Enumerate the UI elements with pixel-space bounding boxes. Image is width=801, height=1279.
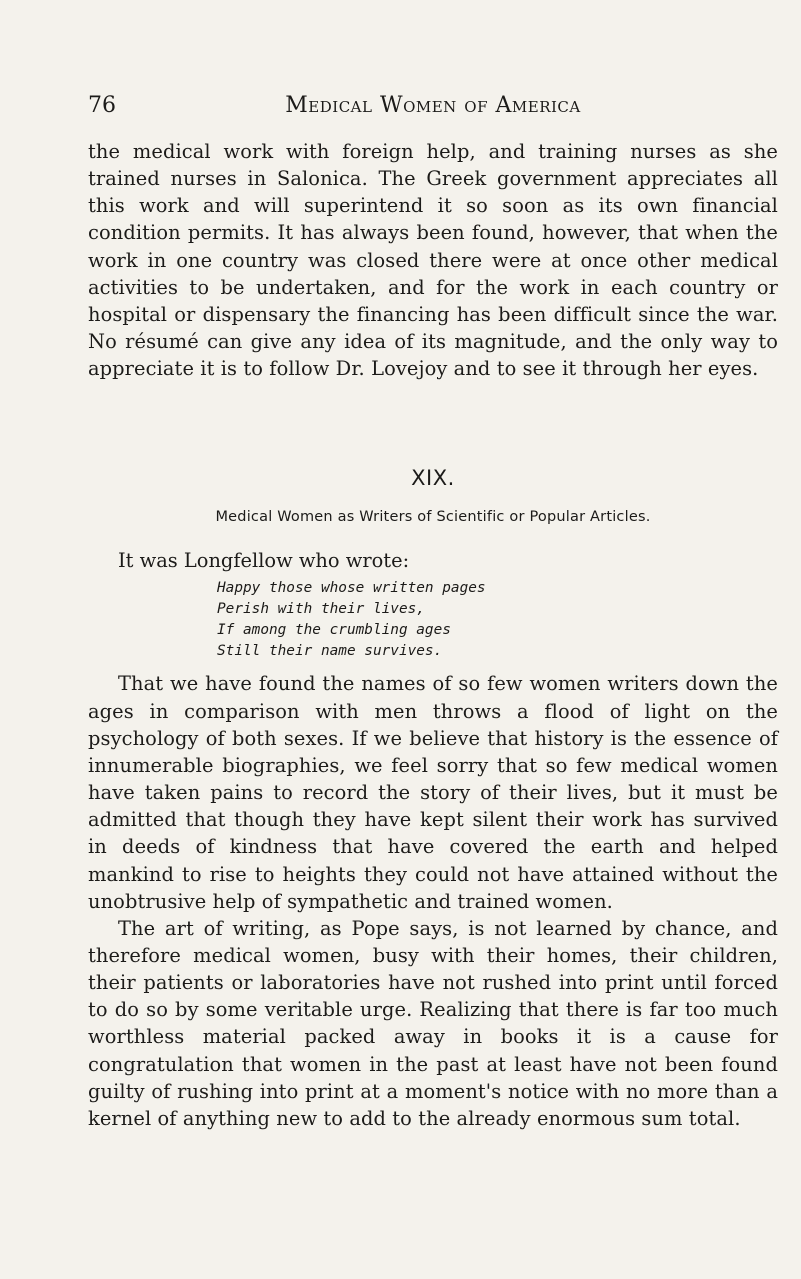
intro-line: It was Longfellow who wrote: (118, 549, 410, 573)
poem-line: If among the crumbling ages (217, 622, 451, 639)
body-paragraph: The art of writing, as Pope says, is not learned by chance, and therefore medical women, busy with their homes, their children, their patients or laboratories have not rushed into print until forced to do so by some veritable urge. Realizing that there is far too much worthless material packed away in books it is a cause for congratulation that women in the past at least have not been found guilty of rushing into print at a moment's notice with no more than a kernel of anything new to add to the already enormous sum total. (88, 916, 778, 1130)
page-header (88, 93, 778, 123)
poem-line: Happy those whose written pages (217, 580, 486, 597)
running-head: Medical Women of America (285, 93, 581, 118)
opening-paragraph: the medical work with foreign help, and training nurses as she trained nurses in Salonica. The Greek government appreciates all this work and will superintend it so soon as its own financial condition permits. It has always been found, however, that when the work in one country was closed there were at once other medical activities to be undertaken, and for the work in each country or hospital or dispensary the financing has been difficult since the war. No résumé can give any idea of its magnitude, and the only way to appreciate it is to follow Dr. Lovejoy and to see it through her eyes. (88, 140, 778, 381)
page-body (88, 138, 778, 1132)
poem-line: Perish with their lives, (217, 601, 425, 618)
section-number: XIX. (411, 466, 455, 491)
section-title: Medical Women as Writers of Scientific or Popular Articles. (215, 509, 651, 526)
poem-line: Still their name survives. (217, 643, 443, 660)
body-paragraph: That we have found the names of so few women writers down the ages in comparison with men throws a flood of light on the psychology of both sexes. If we believe that history is the essence of innumerable biographies, we feel sorry that so few medical women have taken pains to record the story of their lives, but it must be admitted that though they have kept silent their work has survived in deeds of kindness that have covered the earth and helped mankind to rise to heights they could not have attained without the unobtrusive help of sympathetic and trained women. (88, 672, 778, 913)
poem-quote (217, 578, 778, 662)
page-number: 76 (88, 93, 116, 118)
